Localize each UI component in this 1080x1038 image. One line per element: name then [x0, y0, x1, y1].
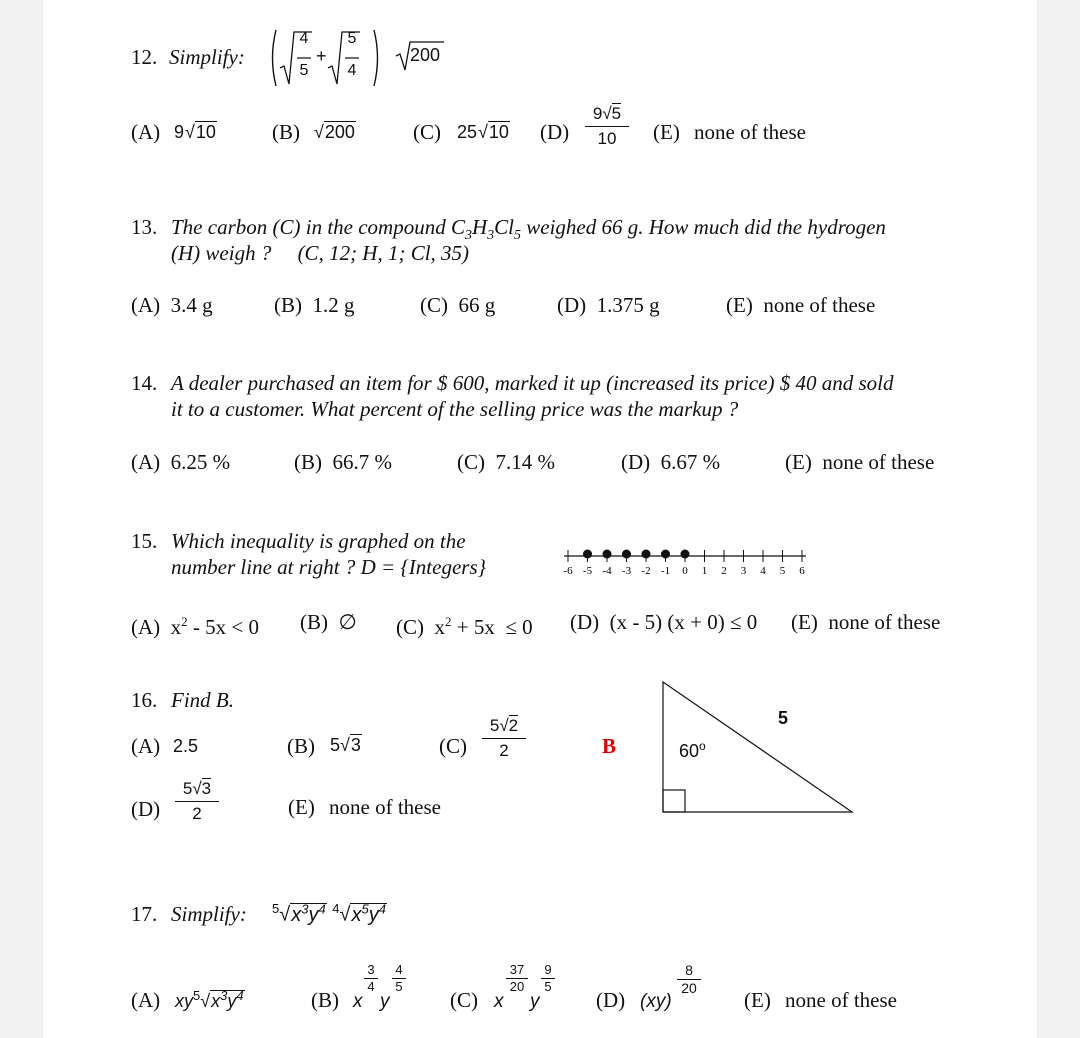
question-text-line-2: it to a customer. What percent of the selling price was the markup ?	[171, 397, 739, 421]
number-line-tick-label: 3	[740, 565, 747, 577]
choice-a-text: 2.5	[173, 736, 199, 756]
number-line-point	[642, 550, 651, 559]
choice-d-exponent: 8 20	[677, 963, 701, 996]
choice-b-y: y	[380, 991, 390, 1012]
question-number: 14.	[131, 371, 158, 395]
q17-expression: $^5√x^3y^4$ $^4√x^5y^4$	[272, 901, 386, 926]
question-text-line-1: Which inequality is graphed on the	[171, 529, 466, 553]
question-number: 12.	[131, 45, 158, 69]
choice-e: (E) none of these	[726, 293, 876, 317]
question-number: 15.	[131, 529, 158, 553]
choice-b: (B) ∅	[300, 610, 357, 634]
number-line-tick-label: 0	[682, 565, 688, 577]
choice-b: (B) 1.2 g	[274, 293, 355, 317]
choice-d-fraction: 5√3 2	[175, 779, 219, 824]
choice-a: (A) 6.25 %	[131, 450, 231, 474]
number-line-tick-label: -1	[660, 565, 671, 577]
choice-a: (A) $x^2 - 5x < 0$	[131, 614, 259, 639]
question-number: 17.	[131, 902, 158, 926]
choice-e-text: none of these	[329, 795, 441, 819]
choice-e-label: (E)	[288, 795, 315, 819]
choice-d-label: (D)	[540, 120, 570, 144]
q12-plus: +	[316, 46, 327, 66]
number-line-tick-label: 4	[760, 565, 766, 577]
choice-a-radical: √10	[185, 122, 216, 142]
right-angle-marker	[663, 790, 685, 812]
choice-b-label: (B)	[311, 988, 339, 1012]
choice-b: (B) 66.7 %	[294, 450, 392, 474]
q12-a-den: 5	[299, 62, 309, 79]
number-line-point	[583, 550, 592, 559]
number-line-tick-label: 6	[799, 565, 805, 577]
choice-c-label: (C)	[413, 120, 441, 144]
choice-c-y-exponent: 9 5	[541, 963, 555, 994]
number-line-tick-label: -2	[641, 565, 651, 577]
choice-d: (D) 1.375 g	[557, 293, 660, 317]
number-line-tick-label: 2	[721, 565, 727, 577]
worksheet-page	[43, 0, 1037, 1038]
choice-c-coef: 25	[457, 122, 478, 142]
choice-a: (A) 3.4 g	[131, 293, 213, 317]
choice-e: (E) none of these	[785, 450, 935, 474]
q12-radicand: 200	[410, 45, 441, 65]
choice-d-label: (D)	[596, 988, 626, 1012]
choice-c-y: y	[530, 991, 540, 1012]
question-number: 16.	[131, 688, 158, 712]
choice-d-label: (D)	[131, 797, 161, 821]
choice-c: (C) $x^2 + 5x \le 0$	[396, 614, 533, 639]
choice-c: (C) 66 g	[420, 293, 496, 317]
q12-b-den: 4	[347, 62, 357, 79]
number-line-tick-label: 1	[701, 565, 708, 577]
choice-e: (E) none of these	[791, 610, 941, 634]
number-line-point	[661, 550, 670, 559]
choice-b-x-exponent: 3 4	[364, 963, 378, 994]
question-text-line-1: A dealer purchased an item for $ 600, marked it up (increased its price) $ 40 and sold	[171, 371, 894, 395]
choice-e-label: (E)	[744, 988, 771, 1012]
choice-c-fraction: 5√2 2	[482, 716, 526, 761]
hypotenuse-label: 5	[778, 708, 789, 728]
choice-a-coef: 9	[174, 122, 185, 142]
number-line-tick-label: -6	[563, 565, 573, 577]
number-line	[556, 540, 818, 582]
number-line-point	[603, 550, 612, 559]
choice-d-fraction: 9√5 10	[585, 104, 629, 149]
question-prompt: Simplify:	[169, 45, 245, 69]
question-text-line-2: number line at right ? D = {Integers}	[171, 555, 487, 579]
choice-c-radical: √10	[478, 122, 509, 142]
choice-a-label: (A)	[131, 988, 161, 1012]
choice-e-label: (E)	[653, 120, 680, 144]
choice-d: (D) 6.67 %	[621, 450, 721, 474]
choice-c-label: (C)	[450, 988, 478, 1012]
choice-b-radical: √200	[314, 122, 355, 142]
number-line-tick-label: -5	[582, 565, 593, 577]
choice-c: (C) 7.14 %	[457, 450, 555, 474]
angle-label: 60$^o$	[679, 739, 706, 761]
q12-b-num: 5	[347, 30, 357, 47]
choice-c-x: x	[494, 991, 504, 1012]
choice-a-value: $xy^5√x^3y^4$	[175, 988, 244, 1011]
choice-a-label: (A)	[131, 734, 161, 758]
choice-b-label: (B)	[287, 734, 315, 758]
choice-e-text: none of these	[694, 120, 806, 144]
q12-a-num: 4	[299, 30, 309, 47]
choice-b-y-exponent: 4 5	[392, 963, 406, 994]
number-line-point	[681, 550, 690, 559]
triangle-side-b-label: B	[602, 734, 617, 758]
question-number: 13.	[131, 215, 158, 239]
number-line-tick-label: 5	[779, 565, 786, 577]
number-line-tick-label: -4	[602, 565, 612, 577]
choice-c-label: (C)	[439, 734, 467, 758]
question-text-line-2: (H) weigh ? (C, 12; H, 1; Cl, 35)	[171, 241, 470, 265]
number-line-tick-label: -3	[621, 565, 632, 577]
number-line-point	[622, 550, 631, 559]
choice-d-base: (xy)	[640, 991, 672, 1012]
choice-b-label: (B)	[272, 120, 300, 144]
choice-c-x-exponent: 37 20	[506, 963, 528, 994]
question-text-line-1: The carbon (C) in the compound $C_3H_3Cl_5$ weighed 66 g. How much did the hydrogen	[171, 215, 886, 244]
choice-b-value: 5√3	[330, 735, 361, 755]
choice-b-x: x	[353, 991, 363, 1012]
question-prompt: Find B.	[171, 688, 234, 712]
choice-e-text: none of these	[785, 988, 897, 1012]
choice-d: (D) (x - 5) (x + 0) ≤ 0	[570, 610, 758, 634]
choice-a-label: (A)	[131, 120, 161, 144]
question-prompt: Simplify:	[171, 902, 247, 926]
